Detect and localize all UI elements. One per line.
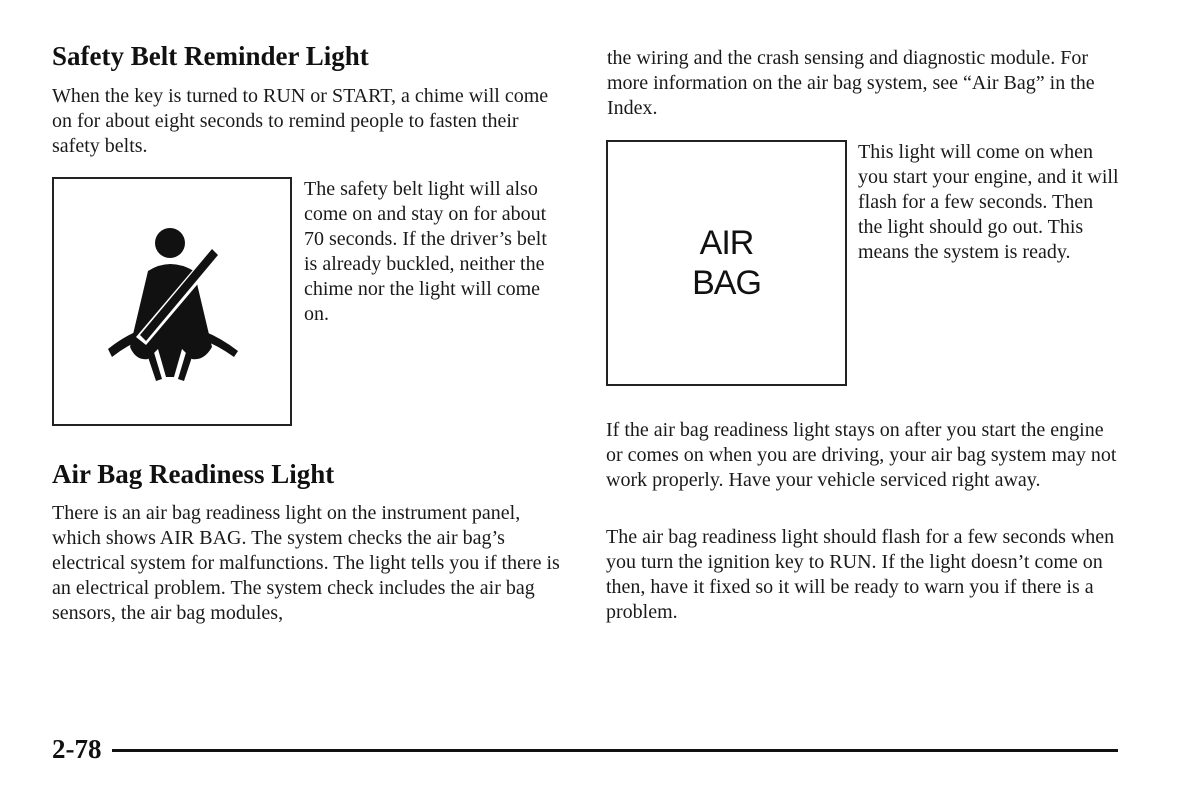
safety-belt-side-text: The safety belt light will also come on and stay on for about 70 seconds. If the driver’s belt is already buckled, neither the chime nor the light will come on. — [304, 178, 547, 325]
air-bag-stays-on-paragraph: If the air bag readiness light stays on after you start the engine or comes on when you are driving, your air bag system may not work properly. Have your vehicle serviced right away. — [606, 419, 1117, 491]
air-bag-side-text: This light will come on when you start your engine, and it will flash for a few seconds. Then the light should go out. This means the system is ready. — [858, 141, 1119, 263]
air-bag-readiness-heading: Air Bag Readiness Light — [52, 459, 335, 489]
air-bag-flash-paragraph: The air bag readiness light should flash for a few seconds when you turn the ignition key to RUN. If the light doesn’t come on then, have it fixed so it will be ready to warn you if there is a problem. — [606, 526, 1115, 623]
page-number: 2-78 — [52, 734, 102, 764]
air-bag-label-line2: BAG — [692, 264, 761, 302]
air-bag-figure — [606, 140, 847, 386]
air-bag-readiness-body: There is an air bag readiness light on the instrument panel, which shows AIR BAG. The system checks the air bag’s electrical system for malfunctions. The light tells you if there is an electrical problem. The system check includes the air bag sensors, the air bag modules, — [52, 502, 560, 624]
footer-rule — [112, 749, 1118, 752]
seatbelt-person-icon — [54, 179, 290, 424]
safety-belt-heading: Safety Belt Reminder Light — [52, 41, 369, 71]
safety-belt-intro: When the key is turned to RUN or START, a chime will come on for about eight seconds to remind people to fasten their safety belts. — [52, 85, 549, 157]
air-bag-label-line1: AIR — [699, 224, 754, 262]
air-bag-continuation: the wiring and the crash sensing and diagnostic module. For more information on the air bag system, see “Air Bag” in the Index. — [607, 47, 1095, 119]
seatbelt-figure — [52, 177, 292, 426]
